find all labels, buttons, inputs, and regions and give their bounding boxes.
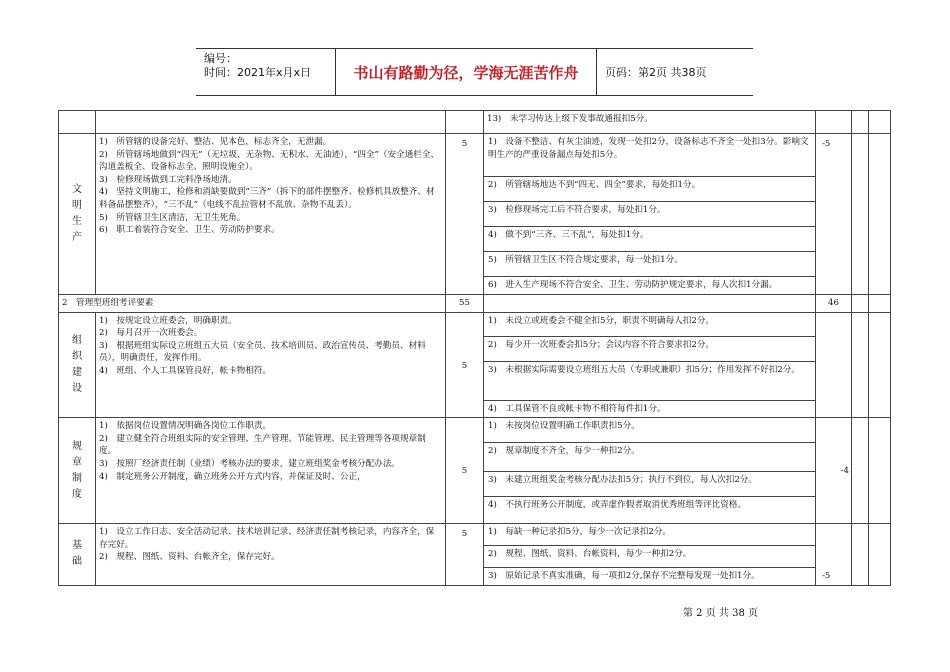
standard-item: 3) 根据班组实际设立班组五大员（安全员、技术培训员、政治宣传员、考勤员、材料员），明确责任，发挥作用。 — [99, 340, 426, 364]
deduction-item: 3) 检修现场完工后不符合要求，每处扣1分。 — [484, 202, 815, 227]
evaluation-table — [58, 110, 891, 586]
standard-item: 1) 所管辖的设备完好、整洁、见本色，标志齐全，无泄漏。 — [99, 137, 332, 147]
deduction-text: 13) 未学习传达上级下发事故通报扣5分。 — [484, 111, 816, 134]
table-row — [59, 111, 891, 134]
standard-item: 1) 设立工作日志、安全活动记录、技术培训记录、经济责任制考核记录，内容齐全，保存完好。 — [99, 527, 435, 550]
actual-score-rules: -4 — [816, 418, 852, 524]
deduction-item: 1) 每缺一种记录扣5分，每少一次记录扣2分。 — [484, 524, 815, 546]
header-motto: 书山有路勤为径，学海无涯苦作舟 — [336, 49, 597, 95]
standard-item: 2) 所管辖场地做到“四无”（无垃圾、无杂物、无积水、无油迹），“四全”（安全通栏全、沟道盖板全、设备标志全、照明设施全）。 — [99, 149, 440, 173]
score-civil: 5 — [446, 134, 484, 295]
standard-item: 2) 每月召开一次班委会。 — [99, 328, 203, 339]
actual-score-civil: -5 — [816, 134, 852, 295]
score-basic: 5 — [446, 524, 484, 586]
page-header — [196, 48, 753, 96]
standard-item: 1) 按规定设立班委会，明确职责。 — [99, 315, 237, 326]
actual-score-basic: -5 — [816, 524, 852, 586]
standard-item: 5) 所管辖卫生区清洁，无卫生死角。 — [99, 212, 246, 223]
section-score: 55 — [446, 294, 484, 312]
deduction-item: 1) 未按岗位设置明确工作职责扣5分。 — [484, 418, 815, 443]
page-footer: 第 2 页 共 38 页 — [683, 608, 758, 619]
deduction-item: 2) 每少开一次班委会扣5分；会议内容不符合要求扣2分。 — [484, 337, 815, 362]
deduction-item: 3) 原始记录不真实准确，每一项扣2分,保存不完整每发现一处扣1分。 — [488, 571, 760, 582]
deduction-item: 4) 做不到“三齐、三不乱”，每处扣1分。 — [484, 227, 815, 252]
table-row-basic — [59, 524, 891, 586]
table-row-civil — [59, 134, 891, 295]
deduction-item: 4) 不执行班务公开制度，或弄虚作假者取消优秀班组等评比资格。 — [488, 500, 747, 511]
category-rules — [59, 418, 96, 524]
deductions-org — [484, 312, 816, 418]
category-label: 基础 — [72, 540, 82, 568]
deduction-item: 2) 规程、图纸、资料、台帐资料，每少一种扣2分。 — [484, 546, 815, 568]
deduction-item: 1) 未设立或班委会不健全扣5分，职责不明确每人扣2分。 — [484, 313, 815, 337]
standards-org — [96, 312, 446, 418]
standards-rules — [96, 418, 446, 524]
deduction-item: 4) 工具保管不良或帐卡物不相符每件扣1分。 — [488, 403, 666, 414]
standard-item: 3) 按照厂经济责任制（业绩）考核办法的要求，建立班组奖金考核分配办法。 — [99, 458, 401, 469]
category-label: 规章制度 — [72, 440, 82, 500]
standard-item: 4) 坚持文明施工，检修和消缺要做到“三齐”（拆下的部件摆整齐、检修机具放整齐、材料备品摆整齐），“三不乱”（电线不乱拉管材不乱放、杂物不乱丢）。 — [99, 187, 435, 210]
section-actual: 46 — [816, 294, 852, 312]
deduction-item: 6) 进入生产现场不符合安全、卫生、劳动防护规定要求，每人次扣1分漏。 — [488, 280, 778, 290]
deduction-item: 3) 未根据实际需要设立班组五大员（专职或兼职）扣5分；作用发挥不好扣2分。 — [484, 362, 815, 401]
header-meta — [196, 49, 336, 95]
standard-item: 3) 检修现场做到工完料净场地清。 — [99, 174, 237, 185]
number-label: 编号： — [204, 52, 237, 65]
standard-item: 6) 职工着装符合安全、卫生、劳动防护要求。 — [99, 225, 280, 236]
header-page-number: 页码：第2页 共38页 — [605, 66, 707, 79]
deduction-item: 3) 未建立班组奖金考核分配办法扣5分；执行不到位，每人次扣2分。 — [484, 472, 815, 497]
deduction-item: 5) 所管辖卫生区不符合规定要求，每一处扣1分。 — [484, 252, 815, 277]
category-civil — [59, 134, 96, 295]
score-org: 5 — [446, 312, 484, 418]
section-header-row — [59, 294, 891, 312]
category-label: 文明生产 — [72, 183, 82, 243]
standard-item: 4) 班组、个人工具保管良好，帐卡物相符。 — [99, 365, 272, 376]
category-label: 组织建设 — [72, 334, 82, 394]
table-row-org — [59, 312, 891, 418]
deductions-basic — [484, 524, 816, 586]
deductions-civil — [484, 134, 816, 295]
actual-score-org — [816, 312, 852, 418]
standard-item: 1) 依据岗位设置情况明确各岗位工作职责。 — [99, 421, 272, 432]
deductions-rules — [484, 418, 816, 524]
category-basic — [59, 524, 96, 586]
deduction-item: 2) 规章制度不齐全，每少一种扣2分。 — [484, 443, 815, 472]
table-row-rules — [59, 418, 891, 524]
standard-item: 2) 规程、图纸、资料、台帐齐全，保存完好。 — [99, 552, 280, 563]
standards-civil — [96, 134, 446, 295]
standard-item: 2) 建立健全符合班组实际的安全管理、生产管理、节能管理、民主管理等各项规章制度。 — [99, 433, 426, 457]
standard-item: 4) 制定班务公开制度，确立班务公开方式内容，并保证及时、公正， — [99, 471, 366, 482]
deduction-item: 1) 设备不整洁、有灰尘油迹，发现一处扣2分，设备标志不齐全一处扣3分。影响文明生产的严重设备漏点每处扣5分。 — [484, 134, 815, 177]
section-title: 2 管理型班组考评要素 — [59, 294, 446, 312]
deduction-item: 2) 所管辖场地达不到“四无、四全”要求，每处扣1分。 — [484, 177, 815, 202]
category-org — [59, 312, 96, 418]
standards-basic — [96, 524, 446, 586]
score-rules: 5 — [446, 418, 484, 524]
time-label: 时间：2021年x月x日 — [204, 66, 312, 79]
